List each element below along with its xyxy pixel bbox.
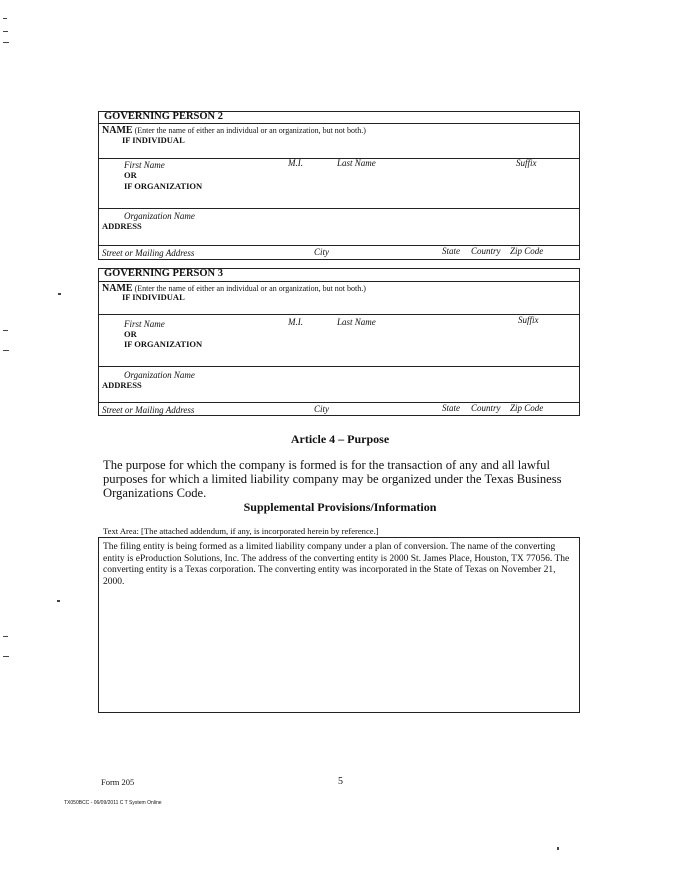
scan-speck [57, 600, 60, 602]
address-label: ADDRESS [102, 380, 142, 390]
if-organization-label: IF ORGANIZATION [124, 339, 203, 349]
zip-code-label: Zip Code [510, 403, 544, 413]
street-label: Street or Mailing Address [102, 248, 195, 258]
supplemental-body: The filing entity is being formed as a limited liability company under a plan of conversion. The name of the converting entity is eProduction Solutions, Inc. The address of the converting entity is 2000 St. James Place, Houston, TX 77056. The converting entity is a Texas corporation. The converting entity was incorporated in the State of Texas on November 21, 2000. [103, 542, 570, 587]
name-instruction: (Enter the name of either an individual or an organization, but not both.) [134, 284, 366, 293]
governing-person-3-title: GOVERNING PERSON 3 [104, 268, 224, 279]
street-label: Street or Mailing Address [102, 405, 195, 415]
text-area-label: Text Area: [The attached addendum, if any, is incorporated herein by reference.] [103, 526, 379, 536]
last-name-label: Last Name [337, 158, 376, 168]
divider [98, 366, 580, 367]
or-label: OR [124, 170, 137, 180]
form-number: Form 205 [101, 777, 135, 787]
scan-speck [3, 656, 9, 657]
if-individual-label: IF INDIVIDUAL [122, 292, 185, 302]
system-stamp: TX050BCC - 06/09/2011 C T System Online [64, 800, 162, 806]
name-instruction: (Enter the name of either an individual or an organization, but not both.) [134, 126, 366, 135]
if-individual-label: IF INDIVIDUAL [122, 135, 185, 145]
first-name-label: First Name [124, 319, 165, 329]
divider [98, 314, 580, 315]
divider [98, 123, 580, 124]
organization-name-label: Organization Name [124, 211, 195, 221]
governing-person-2-title: GOVERNING PERSON 2 [104, 111, 224, 122]
scan-speck [3, 18, 7, 19]
state-label: State [442, 403, 460, 413]
first-name-label: First Name [124, 160, 165, 170]
last-name-label: Last Name [337, 317, 376, 327]
scan-speck [3, 42, 9, 43]
city-label: City [314, 247, 329, 257]
scan-speck [557, 847, 559, 850]
scan-speck [3, 636, 8, 637]
article-4-text: The purpose for which the company is formed is for the transaction of any and all lawful purposes for which a limited liability company may be organized under the Texas Business Organizations Code. [103, 458, 562, 500]
city-label: City [314, 404, 329, 414]
name-label: NAME [102, 283, 133, 294]
divider [98, 245, 580, 246]
zip-code-label: Zip Code [510, 246, 544, 256]
divider [98, 281, 580, 282]
page-number: 5 [338, 776, 343, 787]
mi-label: M.I. [288, 158, 303, 168]
scan-speck [58, 293, 61, 295]
organization-name-label: Organization Name [124, 370, 195, 380]
divider [98, 208, 580, 209]
name-label: NAME [102, 125, 133, 136]
article-4-title: Article 4 – Purpose [290, 432, 390, 446]
supplemental-title: Supplemental Provisions/Information [243, 500, 437, 514]
divider [98, 402, 580, 403]
if-organization-label: IF ORGANIZATION [124, 181, 203, 191]
scan-speck [3, 350, 9, 351]
or-label: OR [124, 329, 137, 339]
country-label: Country [471, 246, 501, 256]
scan-speck [3, 31, 8, 32]
address-label: ADDRESS [102, 221, 142, 231]
mi-label: M.I. [288, 317, 303, 327]
suffix-label: Suffix [516, 158, 537, 168]
scan-speck [3, 330, 8, 331]
state-label: State [442, 246, 460, 256]
suffix-label: Suffix [518, 315, 539, 325]
country-label: Country [471, 403, 501, 413]
